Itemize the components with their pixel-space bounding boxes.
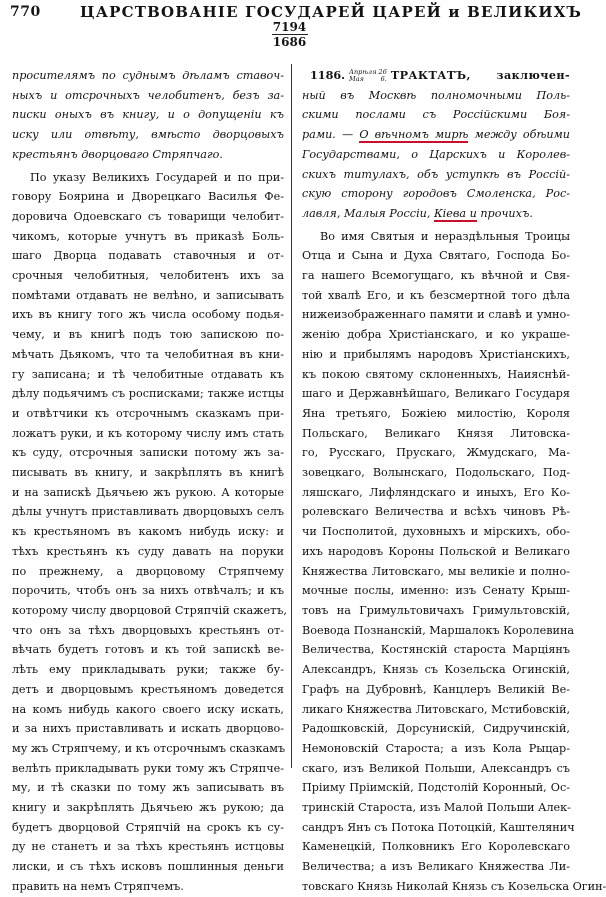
body-line: га нашего Всемогущаго, къ вѣчной и Свя- <box>302 269 570 283</box>
body-line: на комъ нибудь какого своего иску искать, <box>12 702 284 716</box>
body-line: помѣтами отдавать не велѣно, и записывать <box>12 288 284 302</box>
body-line: Воевода Познанскій, Маршалокъ Королевина <box>302 623 575 637</box>
heading-line: скую сторону городовъ Смоленска, Рос- <box>302 187 570 201</box>
body-line: По указу Великихъ Государей и по при- <box>30 170 284 184</box>
body-line: Отца и Сына и Духа Святаго, Господа Бо- <box>302 249 570 263</box>
intro-line: ныхъ и отсрочныхъ челобитенъ, безъ за- <box>12 88 284 102</box>
body-line: и за нихъ приставливать и искать дворцово- <box>12 722 284 736</box>
body-line: по прежнему, а дворцовому Стряпчему <box>12 564 284 578</box>
body-line: Княжества Литовскаго, мы великіе и полно- <box>302 564 570 578</box>
body-line: которому числу дворцовой Стряпчій скажетъ, <box>12 603 287 617</box>
body-line: ролевскаго Величества и всѣхъ чиновъ Рѣ- <box>302 505 570 519</box>
body-line: порочить, чтобъ онъ за нихъ отвѣчалъ; и къ <box>12 584 284 598</box>
body-line: говору Боярина и Дворецкаго Василья Фе- <box>12 190 284 204</box>
body-line: лиски, и съ тѣхъ исковъ пошлинныя деньги <box>12 860 284 874</box>
intro-line: просителямъ по суднымъ дѣламъ ставоч- <box>12 69 284 82</box>
body-line: и на запискѣ Дьячьею жъ рукою. А которые <box>12 485 284 499</box>
body-line: гу записана; и тѣ челобитные отдавать къ <box>12 367 284 381</box>
body-line: къ крестьяномъ въ какомъ нибудь иску: и <box>12 525 284 539</box>
body-line: Во имя Святыя и нераздѣльныя Троицы <box>320 229 570 243</box>
body-line: ложатъ руки, и къ которому числу имъ стать <box>12 426 284 440</box>
body-line: нію и прибылямъ народовъ Христіанскихъ, <box>302 347 570 361</box>
body-line: вѣчать будетъ готовъ и къ той запискѣ ве- <box>12 643 284 657</box>
intro-line: писки оныхъ въ книгу, и о допущеніи къ <box>12 108 284 122</box>
body-line: тринскій Староста, изъ Малой Польши Алек- <box>302 801 571 815</box>
left-column <box>12 66 287 897</box>
body-line: Пріиму Пріимскій, Подстолій Коронный, Ос- <box>302 781 570 795</box>
body-line: и отвѣтчики къ отсрочнымъ сказкамъ при- <box>12 406 284 420</box>
treaty-body <box>302 227 606 897</box>
body-line: сандръ Янъ съ Потока Потоцкій, Каштелянич <box>302 820 575 834</box>
body-line: ихъ въ книгу того жъ числа особому подья- <box>12 308 284 322</box>
body-line: дѣлу подьячимъ съ росписками; также истцы <box>12 387 284 401</box>
intro-line: иску или отвѣту, вмѣсто дворцовыхъ <box>12 128 284 142</box>
body-line: Величества; а изъ Великаго Княжества Ли- <box>302 860 570 874</box>
body-line: ихъ народовъ Короны Польской и Великаго <box>302 544 570 558</box>
body-line: го, Русскаго, Прускаго, Жмудскаго, Ма- <box>302 446 570 460</box>
body-line: лѣть ему прикладывать руки; также бу- <box>12 663 284 677</box>
heading-line: лавля, Малыя Россіи, Кіева и прочихъ. <box>302 206 533 220</box>
heading-line: рами. — О вѣчномъ мирѣ между обѣими <box>302 128 570 142</box>
body-line: Александръ, Князь съ Козельска Огинскій, <box>302 663 570 677</box>
body-line: шаго и Державнѣйшаго, Великаго Государя <box>302 387 570 401</box>
year-old-style: 7194 <box>272 20 307 34</box>
body-line: ляшскаго, Лифляндскаго и иныхъ, Его Ко- <box>302 485 570 499</box>
heading-line <box>302 66 570 86</box>
body-line: Немоновскій Староста; а изъ Кола Рыцар- <box>302 741 570 755</box>
body-line: Каменецкій, Полковникъ Его Королевскаго <box>302 840 570 854</box>
column-divider <box>291 64 292 768</box>
body-line: тѣхъ крестьянъ къ суду давать на поруки <box>12 544 284 558</box>
body-line: ликаго Княжества Литовскаго, Мстибовскій, <box>302 702 571 716</box>
running-title: ЦАРСТВОВАНІЕ ГОСУДАРЕЙ ЦАРЕЙ и ВЕЛИКИХЪ <box>80 3 583 21</box>
body-line: будетъ дворцовой Стряпчій на срокъ къ су- <box>12 820 284 834</box>
body-line: доровича Одоевскаго съ товарищи челобит- <box>12 209 284 223</box>
body-line: чи Посполитой, духовныхъ и мірскихъ, обо- <box>302 525 570 539</box>
body-line: дѣлы учнутъ приставливать дворцовыхъ селъ <box>12 505 284 519</box>
heading-line: ный въ Москвѣ полномочными Поль- <box>302 88 570 102</box>
date-month-1: Апрѣля 26 <box>349 68 387 76</box>
treaty-heading <box>302 66 570 224</box>
body-line: ду не станетъ и за тѣхъ крестьянъ истцовы <box>12 840 284 854</box>
date-month-2: Мая 6. <box>349 75 387 83</box>
body-line: къ суду, отсрочныя записки потому жъ за- <box>12 446 284 460</box>
body-line: му, и тѣ сказки по тому жъ записывать въ <box>12 781 284 795</box>
heading-line: скими послами съ Россійскими Боя- <box>302 108 570 122</box>
body-line: нижеизображеннаго памяти и славѣ и умно- <box>302 308 570 322</box>
right-column <box>302 66 606 897</box>
treaty-number: 1186. <box>310 68 346 82</box>
left-body <box>12 168 287 897</box>
treaty-date <box>349 69 387 83</box>
body-line: товскаго Князь Николай Князь съ Козельска Огин- <box>302 879 606 893</box>
body-line: что онъ за тѣхъ дворцовыхъ крестьянъ от- <box>12 623 284 637</box>
year-new-style: 1686 <box>272 35 307 49</box>
body-line: къ покою святому склоненныхъ, Наияснѣй- <box>302 367 570 381</box>
body-line: Графъ на Дубровнѣ, Канцлеръ Великій Ве- <box>302 682 570 696</box>
body-line: Величества, Костянскій староста Марціянъ <box>302 643 570 657</box>
underlined-phrase: Кіева и <box>433 206 477 220</box>
body-line: велѣть прикладывать руки тому жъ Стряпче- <box>12 761 284 775</box>
body-line: товъ на Гримультовичахъ Гримультовскій, <box>302 603 570 617</box>
body-line: чикомъ, которые учнутъ въ приказѣ Боль- <box>12 229 284 243</box>
body-line: шаго Дворца подавать ставочныя и от- <box>12 249 284 263</box>
body-line: срочныя челобитныя, челобитенъ ихъ за <box>12 269 284 283</box>
body-line: Польскаго, Великаго Князя Литовска- <box>302 426 570 440</box>
page-number: 770 <box>10 4 41 20</box>
body-line: мѣчать Дьякомъ, что та челобитная въ кни- <box>12 347 284 361</box>
body-line: женію добра Христіанскаго, и ко украше- <box>302 328 570 342</box>
body-line: зовецкаго, Волынскаго, Подольскаго, Под- <box>302 466 570 480</box>
heading-line: скихъ титулахъ, объ уступкѣ въ Россій- <box>302 167 570 181</box>
left-intro <box>12 66 284 165</box>
underlined-phrase: О вѣчномъ мирѣ <box>359 128 469 142</box>
body-line: чему, и въ книгѣ подъ тою запискою по- <box>12 328 284 342</box>
intro-line: крестьянъ дворцоваго Стряпчаго. <box>12 147 223 161</box>
body-line: Радошковскій, Дорсунискій, Сидручинскій, <box>302 722 570 736</box>
body-line: скаго, изъ Великой Польши, Александръ съ <box>302 761 570 775</box>
heading-line: Государствами, о Царскихъ и Королев- <box>302 147 570 161</box>
body-line: писывать въ книгу, и закрѣплять въ книгѣ <box>12 466 284 480</box>
body-line: детъ и дворцовымъ крестьяномъ доведется <box>12 682 284 696</box>
body-line: править на немъ Стряпчемъ. <box>12 879 184 893</box>
body-line: му жъ Стряпчему, и къ отсрочнымъ сказкамъ <box>12 741 286 755</box>
treaty-title-word: ТРАКТАТЪ, заключен- <box>390 68 570 82</box>
body-line: мочные послы, именно: изъ Сенату Крыш- <box>302 584 570 598</box>
body-line: той хвалѣ Его, и къ безсмертной того дѣла <box>302 288 570 302</box>
body-line: Яна третьяго, Божіею милостію, Короля <box>302 406 570 420</box>
body-line: книгу и закрѣплять Дьячьею жъ рукою; да <box>12 801 284 815</box>
